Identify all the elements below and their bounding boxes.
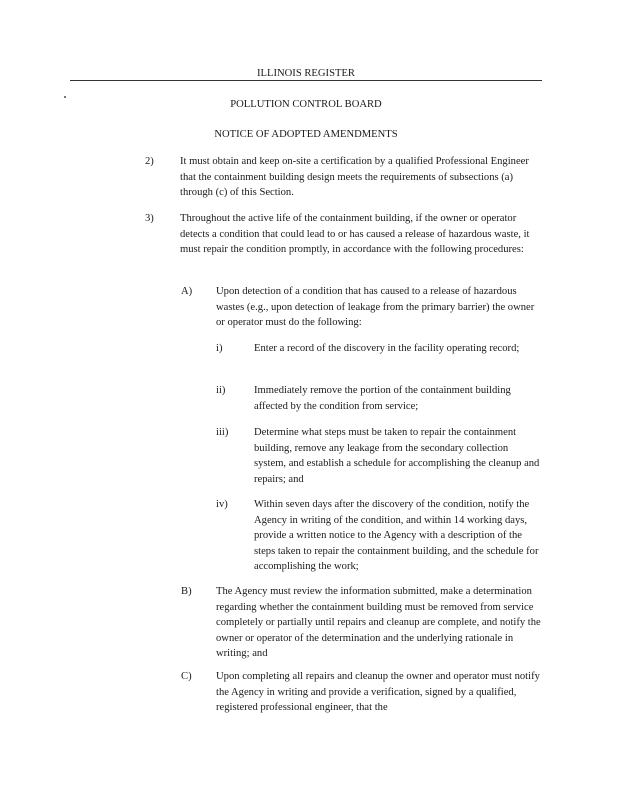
item-3-text: Throughout the active life of the containment building, if the owner or operator detects a condition that could lead to or has caused a release of hazardous waste, it must repair the condition promptly, in accordance with the following procedures: bbox=[180, 213, 530, 256]
item-2-text: It must obtain and keep on-site a certification by a qualified Professional Engineer that the containment building design meets the requirements of subsections (a) through (c) of this Section. bbox=[180, 156, 529, 199]
item-ii-label: ii) bbox=[216, 385, 226, 396]
board-name: POLLUTION CONTROL BOARD bbox=[230, 99, 382, 110]
item-iv-text: Within seven days after the discovery of the condition, notify the Agency in writing of the condition, and within 14 working days, provide a written notice to the Agency with a description of the steps taken to repair the containment building, and the schedule for accomplishing the work; bbox=[254, 499, 539, 573]
item-b-label: B) bbox=[181, 586, 192, 597]
item-i-text: Enter a record of the discovery in the facility operating record; bbox=[254, 343, 520, 354]
item-c-label: C) bbox=[181, 671, 192, 682]
register-title: ILLINOIS REGISTER bbox=[257, 68, 355, 79]
item-a-text: Upon detection of a condition that has caused to a release of hazardous wastes (e.g., upon detection of leakage from the primary barrier) the owner or operator must do the following: bbox=[216, 286, 535, 329]
item-3-label: 3) bbox=[145, 213, 154, 224]
header-rule bbox=[70, 80, 542, 81]
scan-speck bbox=[64, 96, 66, 98]
item-iii-label: iii) bbox=[216, 427, 229, 438]
item-c-text: Upon completing all repairs and cleanup the owner and operator must notify the Agency in writing and provide a verification, signed by a qualified, registered professional engineer, that the bbox=[216, 671, 540, 714]
item-a-label: A) bbox=[181, 286, 193, 297]
notice-title: NOTICE OF ADOPTED AMENDMENTS bbox=[214, 129, 398, 140]
item-ii-text: Immediately remove the portion of the containment building affected by the condition from service; bbox=[254, 385, 511, 412]
item-i-label: i) bbox=[216, 343, 223, 354]
item-b-text: The Agency must review the information submitted, make a determination regarding whether the containment building must be removed from service completely or partially until repairs and cleanup are complete, and notify the owner or operator of the determination and the underlying rationale in writing; and bbox=[216, 586, 541, 660]
item-iii-text: Determine what steps must be taken to repair the containment building, remove any leakage from the secondary collection system, and establish a schedule for accomplishing the cleanup and repairs; and bbox=[254, 427, 540, 485]
item-iv-label: iv) bbox=[216, 499, 228, 510]
item-2-label: 2) bbox=[145, 156, 154, 167]
